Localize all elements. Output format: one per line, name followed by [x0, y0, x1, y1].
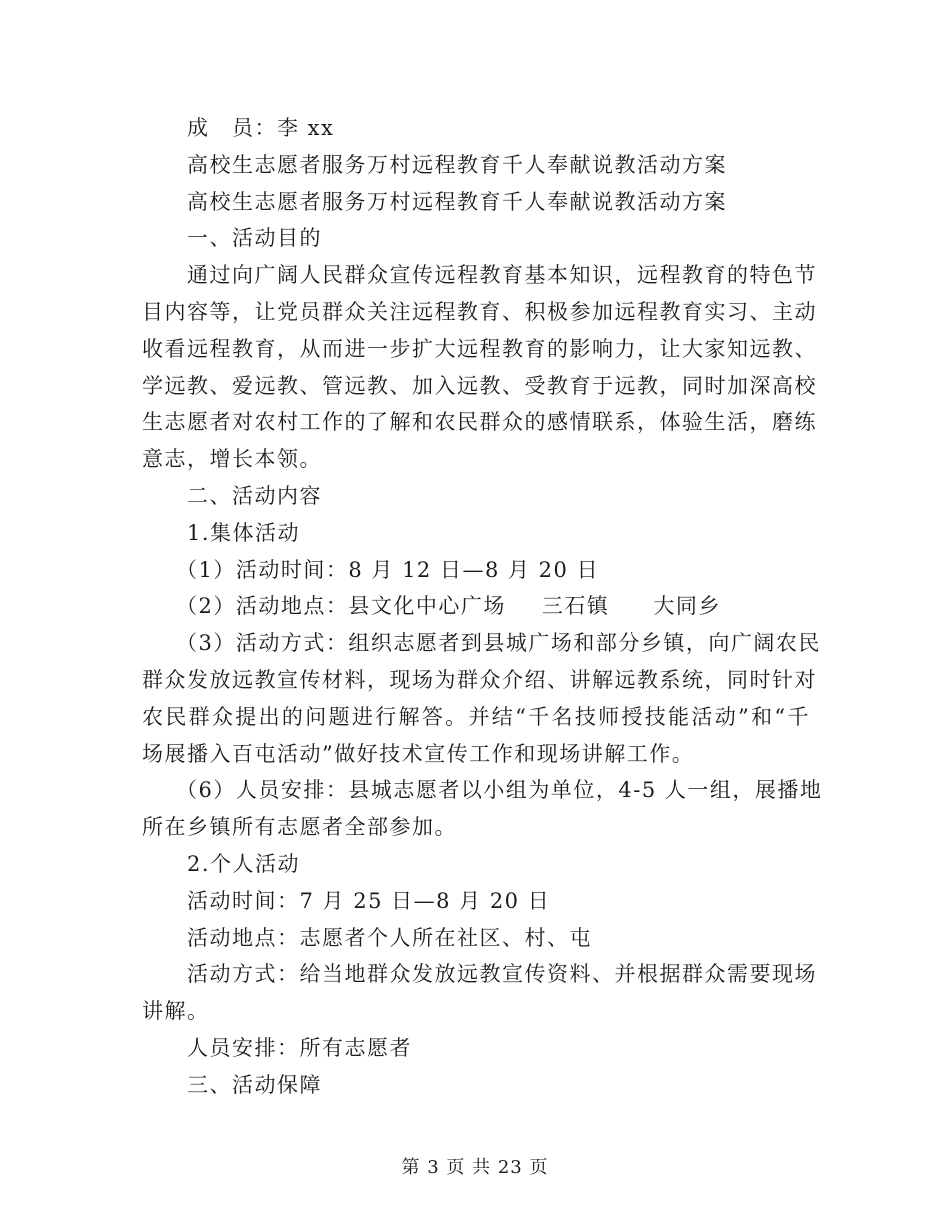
- individual-activity-place: 活动地点：志愿者个人所在社区、村、屯: [187, 925, 592, 950]
- group-method-line: 场展播入百屯活动”做好技术宣传工作和现场讲解工作。: [142, 741, 695, 766]
- individual-staff: 人员安排：所有志愿者: [187, 1035, 412, 1060]
- group-activity-place: [142, 588, 810, 625]
- document-body: [142, 110, 823, 1104]
- purpose-paragraph-line: 意志，增长本领。: [142, 447, 322, 472]
- group-place-label: （2）活动地点：县文化中心广场: [176, 594, 506, 619]
- group-place-sanshi: 三石镇: [541, 594, 610, 619]
- individual-activity-heading: 2.个人活动: [187, 851, 301, 876]
- section-heading-guarantee: 三、活动保障: [187, 1072, 322, 1097]
- group-place-datong: 大同乡: [653, 594, 721, 619]
- purpose-paragraph-line: 生志愿者对农村工作的了解和农民群众的感情联系，体验生活，磨练: [142, 410, 817, 435]
- group-activity-heading: 1.集体活动: [187, 520, 301, 545]
- group-method-line: 群众发放远教宣传材料，现场为群众介绍、讲解远教系统，同时针对: [142, 667, 817, 692]
- section-heading-content: 二、活动内容: [187, 483, 322, 508]
- group-method-line: （3）活动方式：组织志愿者到县城广场和部分乡镇，向广阔农民: [176, 631, 821, 656]
- purpose-paragraph-line: 学远教、爱远教、管远教、加入远教、受教育于远教，同时加深高校: [142, 373, 817, 398]
- group-staff-line: 所在乡镇所有志愿者全部参加。: [142, 815, 457, 840]
- purpose-paragraph-line: 目内容等，让党员群众关注远程教育、积极参加远程教育实习、主动: [142, 299, 817, 324]
- members-line: 成 员：李 xx: [187, 116, 335, 140]
- group-staff-line: （6）人员安排：县城志愿者以小组为单位，4-5 人一组，展播地: [176, 778, 823, 803]
- plan-title-1: 高校生志愿者服务万村远程教育千人奉献说教活动方案: [187, 152, 727, 177]
- purpose-paragraph-line: 收看远程教育，从而进一步扩大远程教育的影响力，让大家知远教、: [142, 336, 817, 361]
- individual-method-line: 活动方式：给当地群众发放远教宣传资料、并根据群众需要现场: [187, 962, 817, 987]
- section-heading-purpose: 一、活动目的: [187, 226, 322, 251]
- group-method-line: 农民群众提出的问题进行解答。并结“千名技师授技能活动”和“千: [142, 704, 810, 729]
- individual-method-line: 讲解。: [142, 999, 210, 1024]
- purpose-paragraph-line: 通过向广阔人民群众宣传远程教育基本知识，远程教育的特色节: [187, 263, 817, 288]
- individual-activity-time: 活动时间：7 月 25 日—8 月 20 日: [187, 888, 551, 913]
- plan-title-2: 高校生志愿者服务万村远程教育千人奉献说教活动方案: [187, 189, 727, 214]
- page-number-footer: 第 3 页 共 23 页: [401, 1157, 549, 1178]
- group-activity-time: （1）活动时间：8 月 12 日—8 月 20 日: [176, 557, 600, 582]
